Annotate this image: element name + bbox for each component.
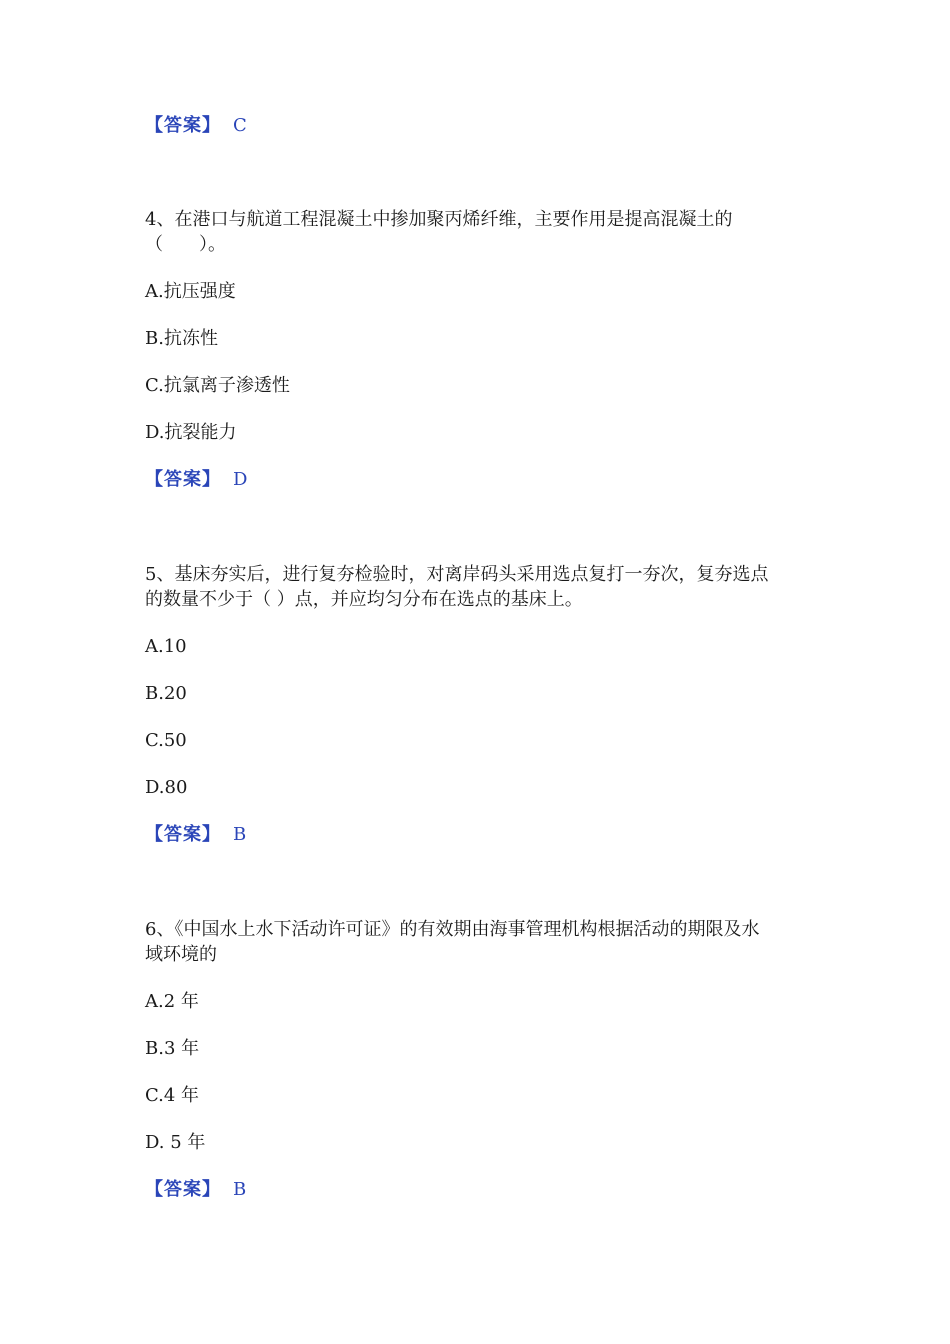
- question-5-stem-line1: 5、基床夯实后，进行复夯检验时，对离岸码头采用选点复打一夯次，复夯选点: [145, 564, 769, 585]
- answer-line-q5: [145, 823, 246, 847]
- question-6-option-d: D. 5 年: [145, 1132, 206, 1153]
- question-4-stem-line2: （ ）。: [145, 234, 226, 255]
- question-5-option-a: A.10: [145, 636, 187, 657]
- answer-value: D: [233, 469, 248, 490]
- question-5-stem-line2: 的数量不少于（ ）点，并应均匀分布在选点的基床上。: [145, 589, 583, 610]
- question-6-stem-line2: 域环境的: [145, 944, 217, 965]
- question-4-option-d: D.抗裂能力: [145, 422, 237, 443]
- question-6-option-b: B.3 年: [145, 1038, 200, 1059]
- answer-label: 【答案】: [145, 115, 221, 136]
- question-4-option-b: B.抗冻性: [145, 328, 218, 349]
- answer-value: B: [233, 824, 247, 845]
- answer-line-q6: [145, 1178, 246, 1202]
- question-5-option-b: B.20: [145, 683, 187, 704]
- question-6-stem-line1: 6、《中国水上水下活动许可证》的有效期由海事管理机构根据活动的期限及水: [145, 919, 760, 940]
- question-5-option-c: C.50: [145, 730, 187, 751]
- question-6-option-c: C.4 年: [145, 1085, 200, 1106]
- answer-line-prev: [145, 114, 247, 138]
- question-4-option-c: C.抗氯离子渗透性: [145, 375, 290, 396]
- question-4-stem-line1: 4、在港口与航道工程混凝土中掺加聚丙烯纤维，主要作用是提高混凝土的: [145, 209, 733, 230]
- question-5-option-d: D.80: [145, 777, 188, 798]
- question-4-option-a: A.抗压强度: [145, 281, 236, 302]
- question-6-option-a: A.2 年: [145, 991, 199, 1012]
- answer-value: C: [233, 115, 247, 136]
- answer-line-q4: [145, 468, 247, 492]
- answer-label: 【答案】: [145, 469, 221, 490]
- answer-label: 【答案】: [145, 1179, 221, 1200]
- answer-value: B: [233, 1179, 247, 1200]
- answer-label: 【答案】: [145, 824, 221, 845]
